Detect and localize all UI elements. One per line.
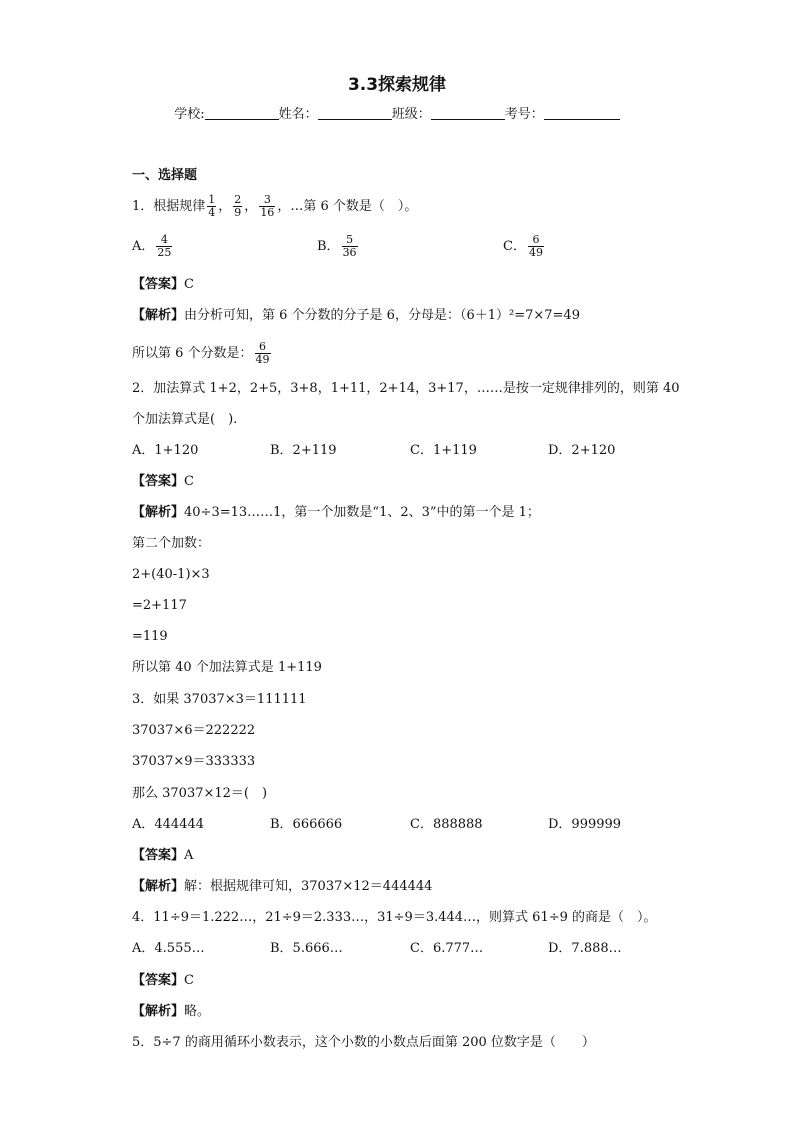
q1-suffix: ，…第 6 个数是（ ）。 [277, 199, 418, 214]
q3-option-a[interactable]: A．444444 [132, 817, 205, 832]
q3-analysis: 【解析】解：根据规律可知，37037×12＝444444 [132, 879, 433, 894]
q3-option-b[interactable]: B．666666 [270, 817, 343, 832]
q2-option-a[interactable]: A．1+120 [132, 443, 199, 458]
q4-answer: 【答案】C [132, 973, 194, 988]
name-blank[interactable] [318, 106, 392, 120]
q3-option-d[interactable]: D．999999 [548, 817, 622, 832]
q2-step: =119 [132, 629, 168, 644]
school-label: 学校: [174, 107, 205, 122]
student-info-row [0, 103, 794, 122]
q3-answer: 【答案】A [132, 848, 194, 863]
school-blank[interactable] [205, 106, 279, 120]
q3-stem-line-1: 3．如果 37037×3＝111111 [132, 692, 307, 707]
q2-answer: 【答案】C [132, 474, 194, 489]
q4-option-c[interactable]: C．6.777… [410, 941, 484, 956]
exam-number-label: 考号： [504, 107, 544, 122]
q4-option-b[interactable]: B．5.666… [270, 941, 343, 956]
q4-analysis: 【解析】略。 [132, 1004, 211, 1019]
q4-stem: 4．11÷9＝1.222…，21÷9＝2.333…，31÷9＝3.444…，则算式 61÷9 的商是（ ）。 [132, 910, 657, 925]
class-label: 班级： [391, 107, 431, 122]
name-label: 姓名： [278, 107, 318, 122]
q3-stem-line-2: 37037×6＝222222 [132, 723, 256, 738]
q1-prefix: 1．根据规律 [132, 199, 206, 214]
q1-stem: 1．根据规律 $\frac{1}{4}$ ， $\frac{2}{9}$ ， $\frac{3}{16}$ ，…第 6 个数是（ ）。 [132, 193, 418, 219]
q2-option-c[interactable]: C．1+119 [410, 443, 477, 458]
q2-option-b[interactable]: B．2+119 [270, 443, 337, 458]
q1-conclusion: 所以第 6 个分数是： $\frac{6}{49}$ [132, 340, 270, 366]
q1-fraction-2: $\frac{2}{9}$ [234, 193, 242, 219]
exam-number-blank[interactable] [544, 106, 620, 120]
q3-option-c[interactable]: C．888888 [410, 817, 483, 832]
q2-step: =2+117 [132, 598, 187, 613]
q4-option-a[interactable]: A．4.555… [132, 941, 205, 956]
q1-fraction-1: $\frac{1}{4}$ [208, 193, 216, 219]
q2-stem-line-2: 个加法算式是( ). [132, 412, 238, 427]
q1-answer: 【答案】C [132, 277, 194, 292]
q2-stem-line-1: 2．加法算式 1+2，2+5，3+8，1+11，2+14，3+17，……是按一定规律排列的，则第 40 [132, 381, 680, 396]
page-title: 3.3探索规律 [347, 75, 447, 95]
q2-option-d[interactable]: D．2+120 [548, 443, 616, 458]
q4-option-d[interactable]: D．7.888… [548, 941, 622, 956]
q1-fraction-3: $\frac{3}{16}$ [260, 193, 275, 219]
q2-step: 2+(40-1)×3 [132, 567, 210, 582]
section-heading: 一、选择题 [132, 168, 198, 183]
q2-step: 第二个加数： [132, 536, 211, 551]
q3-stem-line-3: 37037×9＝333333 [132, 754, 256, 769]
q1-option-c[interactable]: C． $\frac{6}{49}$ [503, 233, 543, 259]
q1-option-b[interactable]: B． $\frac{5}{36}$ [317, 233, 357, 259]
class-blank[interactable] [431, 106, 505, 120]
q2-conclusion: 所以第 40 个加法算式是 1+119 [132, 660, 322, 675]
q1-conclusion-fraction: $\frac{6}{49}$ [255, 340, 270, 366]
q5-stem: 5．5÷7 的商用循环小数表示，这个小数的小数点后面第 200 位数字是（ ） [132, 1035, 595, 1050]
q1-option-a[interactable]: A． $\frac{4}{25}$ [132, 233, 172, 259]
q3-stem-line-4: 那么 37037×12＝( ) [132, 786, 268, 801]
q2-analysis: 【解析】40÷3=13……1，第一个加数是“1、2、3”中的第一个是 1； [132, 505, 540, 520]
q1-analysis: 【解析】由分析可知，第 6 个分数的分子是 6，分母是：（6＋1）²=7×7=49 [132, 308, 580, 323]
